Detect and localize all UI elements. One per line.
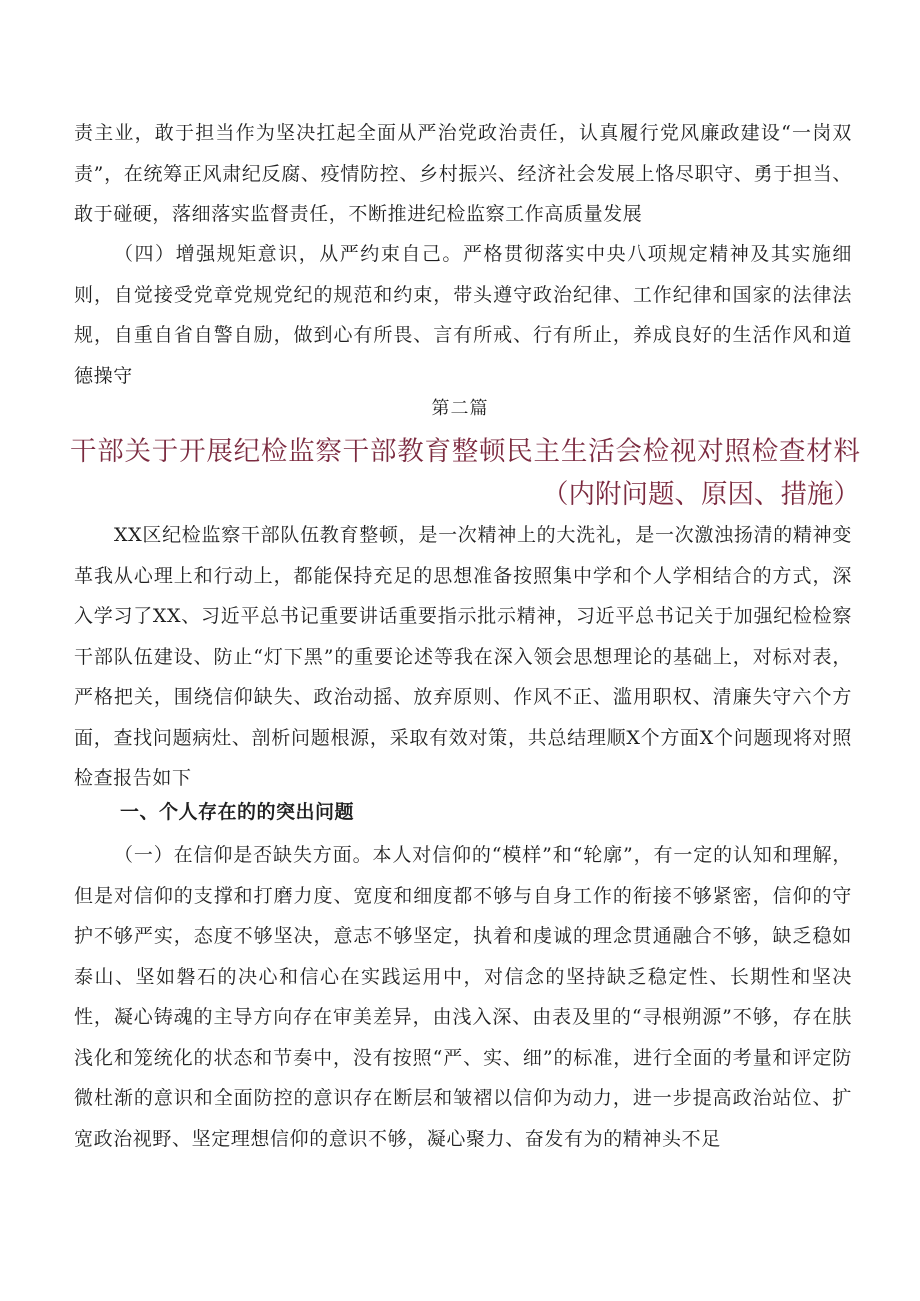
paragraph-faith-issue: （一）在信仰是否缺失方面。本人对信仰的“模样”和“轮廓”，有一定的认知和理解，但是对信仰的支撑和打磨力度、宽度和细度都不够与自身工作的衔接不够紧密，信仰的守护不够严实，态度不够坚决，意志不够坚定，执着和虔诚的理念贯通融合不够，缺乏稳如泰山、坚如磐石的决心和信心在实践运用中，对信念的坚持缺乏稳定性、长期性和坚决性，凝心铸魂的主导方向存在审美差异，由浅入深、由表及里的“寻根朔源”不够，存在肤浅化和笼统化的状态和节奏中，没有按照“严、实、细”的标准，进行全面的考量和评定防微杜渐的意识和全面防控的意识存在断层和皱褶以信仰为动力，进一步提高政治站位、扩宽政治视野、坚定理想信仰的意识不够，凝心聚力、奋发有为的精神头不足 (74, 844, 852, 1150)
section-heading: 一、个人存在的的突出问题 (120, 801, 355, 823)
document-title: 干部关于开展纪检监察干部教育整顿民主生活会检视对照检查材料（内附问题、原因、措施） (70, 436, 860, 510)
section-label: 第二篇 (431, 398, 489, 419)
paragraph-continued: 责主业，敢于担当作为坚决扛起全面从严治党政治责任，认真履行党风廉政建设“一岗双责”，在统筹正风肃纪反腐、疫情防控、乡村振兴、经济社会发展上恪尽职守、勇于担当、敢于碰硬，落细落实监督责任，不断推进纪检监察工作高质量发展 (74, 122, 852, 225)
paragraph-introduction: XX区纪检监察干部队伍教育整顿，是一次精神上的大洗礼，是一次激浊扬清的精神变革我从心理上和行动上，都能保持充足的思想准备按照集中学和个人学相结合的方式，深入学习了XX、习近平总书记重要讲话重要指示批示精神，习近平总书记关于加强纪检检察干部队伍建设、防止“灯下黑”的重要论述等我在深入领会思想理论的基础上，对标对表，严格把关，围绕信仰缺失、政治动摇、放弃原则、作风不正、滥用职权、清廉失守六个方面，查找问题病灶、剖析问题根源，采取有效对策，共总结理顺X个方面X个问题现将对照检查报告如下 (74, 524, 852, 789)
paragraph-rules-awareness: （四）增强规矩意识，从严约束自己。严格贯彻落实中央八项规定精神及其实施细则，自觉接受党章党规党纪的规范和约束，带头遵守政治纪律、工作纪律和国家的法律法规，自重自省自警自励，做到心有所畏、言有所戒、行有所止，养成良好的生活作风和道德操守 (74, 243, 852, 387)
